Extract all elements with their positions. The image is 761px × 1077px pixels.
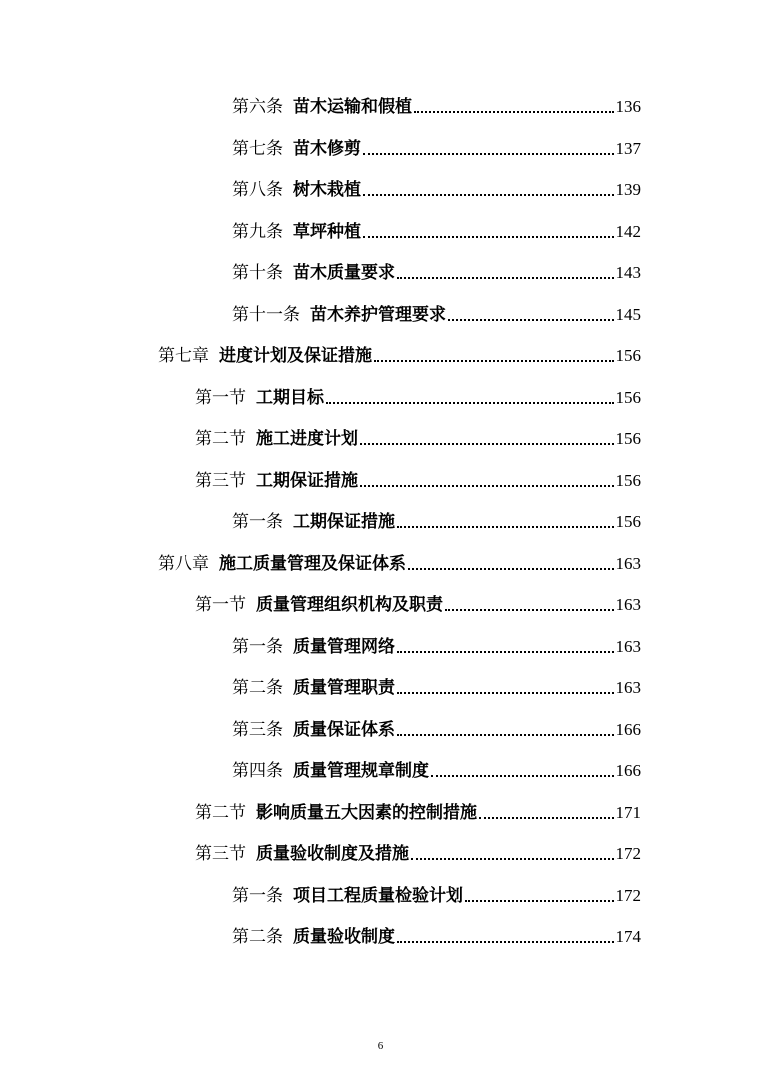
toc-entry-number: 第三节 [195, 470, 246, 491]
toc-entry[interactable] [195, 837, 641, 865]
toc-entry-title: 工期保证措施 [293, 512, 395, 532]
toc-dot-leader [397, 277, 614, 279]
toc-entry-title: 施工质量管理及保证体系 [219, 553, 406, 574]
toc-entry-page: 156 [615, 512, 641, 531]
toc-entry[interactable] [232, 90, 641, 118]
toc-entry-title: 工期保证措施 [256, 470, 358, 491]
toc-dot-leader [397, 734, 614, 736]
toc-dot-leader [411, 858, 614, 860]
toc-entry[interactable] [232, 298, 641, 326]
toc-dot-leader [363, 194, 614, 196]
toc-entry-page: 156 [615, 346, 641, 365]
toc-entry-page: 166 [615, 761, 641, 780]
toc-entry-number: 第一条 [232, 885, 283, 906]
toc-entry[interactable] [158, 547, 641, 575]
toc-entry[interactable] [232, 671, 641, 699]
toc-entry[interactable] [232, 505, 641, 533]
toc-entry-number: 第九条 [232, 221, 283, 242]
toc-dot-leader [360, 485, 614, 487]
toc-entry-page: 136 [615, 97, 641, 116]
toc-entry-title: 质量管理网络 [293, 636, 395, 657]
toc-entry-title: 质量验收制度 [293, 927, 395, 947]
toc-entry[interactable] [232, 879, 641, 907]
toc-dot-leader [414, 111, 614, 113]
toc-entry-title: 苗木运输和假植 [293, 97, 412, 117]
toc-entry-page: 156 [615, 429, 641, 448]
toc-entry-title: 树木栽植 [293, 180, 361, 200]
toc-dot-leader [431, 775, 614, 777]
toc-entry-number: 第八章 [158, 553, 209, 574]
toc-entry-title: 质量管理规章制度 [293, 761, 429, 781]
toc-entry-title: 苗木质量要求 [293, 263, 395, 283]
toc-entry[interactable] [195, 381, 641, 409]
toc-entry-number: 第二条 [232, 678, 283, 698]
toc-dot-leader [397, 692, 614, 694]
toc-entry-number: 第一条 [232, 636, 283, 657]
toc-entry-number: 第四条 [232, 761, 283, 781]
toc-dot-leader [465, 900, 614, 902]
toc-dot-leader [448, 319, 614, 321]
toc-dot-leader [408, 568, 614, 570]
toc-entry[interactable] [195, 464, 641, 492]
toc-entry-number: 第二条 [232, 927, 283, 947]
toc-entry-title: 施工进度计划 [256, 429, 358, 449]
toc-entry-title: 质量管理组织机构及职责 [256, 595, 443, 615]
toc-dot-leader [397, 941, 614, 943]
toc-entry[interactable] [232, 630, 641, 658]
toc-entry[interactable] [232, 920, 641, 948]
toc-entry-title: 进度计划及保证措施 [219, 346, 372, 366]
toc-entry-page: 163 [615, 678, 641, 697]
toc-entry-number: 第十条 [232, 263, 283, 283]
toc-entry-title: 苗木修剪 [293, 138, 361, 159]
toc-entry-title: 质量保证体系 [293, 719, 395, 740]
toc-entry-page: 156 [615, 387, 641, 407]
toc-entry-number: 第二节 [195, 802, 246, 823]
toc-entry-title: 质量管理职责 [293, 678, 395, 698]
toc-entry-page: 139 [615, 180, 641, 199]
toc-entry-number: 第七条 [232, 138, 283, 159]
toc-entry-number: 第十一条 [232, 304, 300, 325]
toc-entry-number: 第一节 [195, 595, 246, 615]
toc-entry[interactable] [232, 754, 641, 782]
toc-entry[interactable] [158, 339, 641, 367]
toc-entry-page: 163 [615, 595, 641, 614]
toc-entry-number: 第六条 [232, 97, 283, 117]
toc-entry-number: 第一条 [232, 512, 283, 532]
toc-entry[interactable] [195, 588, 641, 616]
toc-entry-number: 第三条 [232, 719, 283, 740]
page-number: 6 [377, 1040, 384, 1052]
toc-entry-title: 影响质量五大因素的控制措施 [256, 802, 477, 823]
toc-entry[interactable] [232, 132, 641, 160]
toc-entry-page: 171 [615, 802, 641, 822]
toc-entry-page: 143 [615, 263, 641, 282]
toc-entry-page: 166 [615, 719, 641, 739]
toc-entry-number: 第八条 [232, 180, 283, 200]
toc-dot-leader [363, 153, 614, 155]
toc-entry[interactable] [232, 713, 641, 741]
toc-entry-page: 142 [615, 221, 641, 241]
toc-entry-number: 第七章 [158, 346, 209, 366]
toc-entry-title: 工期目标 [256, 387, 324, 408]
toc-dot-leader [374, 360, 614, 362]
toc-dot-leader [397, 651, 614, 653]
toc-dot-leader [360, 443, 614, 445]
toc-entry-title: 项目工程质量检验计划 [293, 885, 463, 906]
toc-entry-title: 草坪种植 [293, 221, 361, 242]
toc-entry-page: 172 [615, 844, 641, 863]
toc-entry[interactable] [195, 796, 641, 824]
toc-entry-page: 137 [615, 138, 641, 158]
toc-entry-title: 苗木养护管理要求 [310, 304, 446, 325]
toc-entry-page: 156 [615, 470, 641, 490]
toc-dot-leader [363, 236, 614, 238]
toc-entry-page: 163 [615, 636, 641, 656]
toc-dot-leader [326, 402, 614, 404]
toc-dot-leader [397, 526, 614, 528]
toc-entry-page: 145 [615, 304, 641, 324]
toc-entry-page: 163 [615, 553, 641, 573]
toc-entry-page: 174 [615, 927, 641, 946]
toc-entry-number: 第二节 [195, 429, 246, 449]
toc-entry-number: 第一节 [195, 387, 246, 408]
toc-entry-title: 质量验收制度及措施 [256, 844, 409, 864]
toc-entry-page: 172 [615, 885, 641, 905]
toc-entry[interactable] [232, 256, 641, 284]
toc-entry[interactable] [232, 215, 641, 243]
toc-entry-number: 第三节 [195, 844, 246, 864]
toc-entry[interactable] [232, 173, 641, 201]
toc-dot-leader [479, 817, 614, 819]
toc-entry[interactable] [195, 422, 641, 450]
toc-dot-leader [445, 609, 614, 611]
